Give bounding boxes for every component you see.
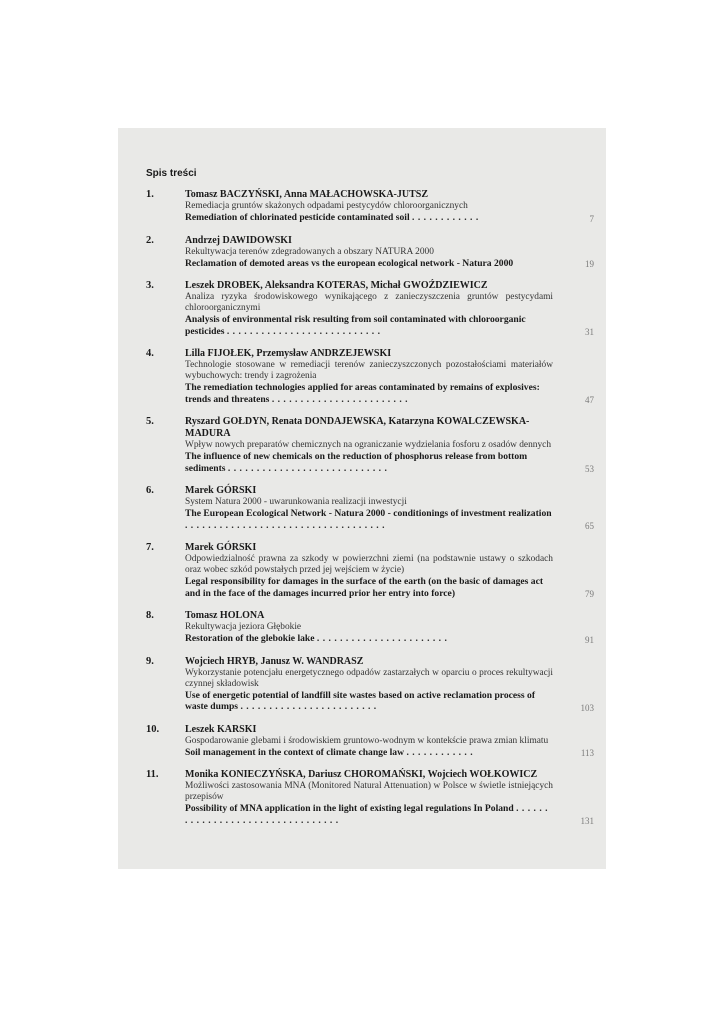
entry-title-english-text: Analysis of environmental risk resulting from soil contaminated with chloroorganic pesticides	[185, 314, 526, 337]
entry-title-english-text: Use of energetic potential of landfill site wastes based on active reclamation process of waste dumps	[185, 689, 536, 712]
entry-page-number: 19	[585, 259, 594, 269]
entry-number: 1.	[146, 189, 154, 200]
entry-number: 7.	[146, 542, 154, 553]
entry-title-english	[185, 690, 553, 713]
toc-entry	[146, 485, 594, 531]
entry-title-polish: Gospodarowanie glebami i środowiskiem gruntowo-wodnym w kontekście prawa zmian klimatu	[185, 735, 549, 746]
entry-title-english-text: The influence of new chemicals on the reduction of phosphorus release from bottom sediments	[185, 451, 528, 474]
entry-title-english-text: Reclamation of demoted areas vs the european ecological network - Natura 2000	[185, 257, 514, 269]
entry-number: 11.	[146, 769, 159, 780]
entry-body	[185, 542, 553, 599]
leader-dots: . . . . . . . . . . . . . . . . . . . . . . .	[316, 633, 448, 644]
leader-dots: . . . . . . . . . . . . . . . . . . . . . . . . . . . .	[227, 462, 388, 474]
entry-title-english	[185, 258, 553, 270]
entry-title-polish: Wykorzystanie potencjału energetycznego odpadów zastarzałych w oparciu o proces rekultywacji czynnej składowisk	[185, 667, 553, 689]
entry-number: 5.	[146, 416, 154, 427]
entry-title-polish: Technologie stosowane w remediacji terenów zanieczyszczonych pozostałościami materiałów wybuchowych: trendy i zagrożenia	[185, 360, 553, 381]
entry-page-number: 53	[585, 464, 594, 474]
entry-title-english-text: Possibility of MNA application in the light of existing legal regulations In Poland	[185, 803, 514, 814]
entry-number: 3.	[146, 280, 154, 291]
table-of-contents	[146, 168, 594, 837]
entry-number: 6.	[146, 485, 154, 496]
entry-title-english-text: Restoration of the glebokie lake	[185, 633, 315, 644]
entry-title-english	[185, 314, 553, 337]
toc-entry	[146, 235, 594, 270]
entry-body	[185, 769, 553, 826]
entry-number: 8.	[146, 610, 154, 621]
entry-authors: Tomasz HOLONA	[185, 610, 265, 621]
entry-authors: Andrzej DAWIDOWSKI	[185, 234, 292, 246]
toc-entry	[146, 280, 594, 337]
entry-number: 10.	[146, 723, 160, 735]
leader-dots: . . . . . . . . . . . . . . . . . . . . . . . . . . . . . . . . . . .	[185, 519, 385, 531]
entry-body	[185, 348, 553, 405]
entry-title-english-text: The European Ecological Network - Natura 2000 - conditionings of investment realization	[185, 508, 552, 519]
entry-authors: Monika KONIECZYŃSKA, Dariusz CHOROMAŃSKI, Wojciech WOŁKOWICZ	[185, 769, 538, 780]
leader-dots: . . . . . . . . . . . . . . . . . . . . . . . .	[271, 393, 409, 405]
entry-title-english-text: Remediation of chlorinated pesticide contaminated soil	[185, 212, 410, 223]
entry-page-number: 47	[585, 395, 594, 405]
entry-body	[185, 235, 553, 270]
entry-authors: Tomasz BACZYŃSKI, Anna MAŁACHOWSKA-JUTSZ	[185, 189, 429, 200]
entry-title-english	[185, 212, 553, 224]
entry-title-english	[185, 508, 553, 531]
leader-dots: . . . . . . . . . . . . . . . . . . . . . . . . . . . . . . . . .	[185, 803, 549, 826]
entry-title-polish: Analiza ryzyka środowiskowego wynikającego z zanieczyszczenia gruntów pestycydami chloroorganicznymi	[185, 292, 553, 313]
entry-body	[185, 485, 553, 531]
leader-dots: . . . . . . . . . . . .	[406, 746, 474, 758]
toc-heading: Spis treści	[146, 168, 197, 179]
entry-title-english	[185, 747, 553, 759]
entry-title-polish: System Natura 2000 - uwarunkowania realizacji inwestycji	[185, 497, 407, 507]
entry-title-english-text: The remediation technologies applied for areas contaminated by remains of explosives: trends and threatens	[185, 382, 540, 405]
entry-page-number: 65	[585, 521, 594, 531]
entry-page-number: 131	[580, 816, 594, 826]
toc-entry	[146, 656, 594, 713]
entry-title-english	[185, 576, 553, 599]
entry-authors: Ryszard GOŁDYN, Renata DONDAJEWSKA, Katarzyna KOWALCZEWSKA-MADURA	[185, 416, 530, 439]
toc-entry	[146, 348, 594, 405]
entry-title-polish: Wpływ nowych preparatów chemicznych na ograniczanie wydzielania fosforu z osadów dennych	[185, 440, 552, 450]
entry-body	[185, 189, 553, 224]
entry-authors: Marek GÓRSKI	[185, 485, 257, 496]
toc-entry	[146, 610, 594, 645]
entry-authors: Marek GÓRSKI	[185, 542, 257, 553]
entry-body	[185, 724, 553, 759]
entry-number: 9.	[146, 655, 154, 667]
entry-authors: Leszek DROBEK, Aleksandra KOTERAS, Michał GWOŹDZIEWICZ	[185, 280, 488, 291]
entry-title-polish: Rekultywacja jeziora Głębokie	[185, 622, 302, 632]
entry-title-polish: Rekultywacja terenów zdegradowanych a obszary NATURA 2000	[185, 246, 434, 257]
entry-title-english	[185, 803, 553, 826]
entry-body	[185, 416, 553, 474]
entry-authors: Wojciech HRYB, Janusz W. WANDRASZ	[185, 655, 364, 667]
entry-title-english	[185, 382, 553, 405]
entry-authors: Leszek KARSKI	[185, 723, 257, 735]
entry-title-english-text: Soil management in the context of climate change law	[185, 746, 405, 758]
toc-entry	[146, 542, 594, 599]
entry-number: 2.	[146, 234, 154, 246]
leader-dots: . . . . . . . . . . . . . . . . . . . . . . . . . . .	[226, 325, 381, 337]
entry-page-number: 79	[585, 589, 594, 599]
entry-body	[185, 280, 553, 337]
toc-entry	[146, 724, 594, 759]
entry-title-english	[185, 633, 553, 645]
entry-page-number: 7	[589, 213, 594, 224]
toc-entry	[146, 189, 594, 224]
toc-entries	[146, 189, 594, 826]
entry-number: 4.	[146, 348, 154, 359]
entry-page-number: 91	[585, 634, 594, 645]
entry-title-english-text: Legal responsibility for damages in the surface of the earth (on the basic of damages act and in the face of the damages incurred prior her entry into force)	[185, 576, 544, 599]
entry-body	[185, 656, 553, 713]
toc-entry	[146, 416, 594, 474]
entry-title-polish: Remediacja gruntów skażonych odpadami pestycydów chloroorganicznych	[185, 201, 468, 211]
scanned-page	[118, 128, 606, 869]
entry-body	[185, 610, 553, 645]
leader-dots: . . . . . . . . . . . . . . . . . . . . . . . .	[240, 701, 377, 712]
entry-page-number: 113	[580, 748, 594, 758]
leader-dots: . . . . . . . . . . . .	[412, 212, 479, 223]
entry-title-polish: Odpowiedzialność prawna za szkody w powierzchni ziemi (na podstawnie ustawy o szkodach oraz wobec szkód powstałych przed jej wejściem w życie)	[185, 554, 553, 575]
entry-page-number: 103	[580, 702, 594, 713]
toc-entry	[146, 769, 594, 826]
entry-page-number: 31	[585, 327, 594, 337]
entry-title-english	[185, 451, 553, 474]
entry-title-polish: Możliwości zastosowania MNA (Monitored Natural Attenuation) w Polsce w świetle istniejących przepisów	[185, 781, 553, 802]
entry-authors: Lilla FIJOŁEK, Przemysław ANDRZEJEWSKI	[185, 348, 392, 359]
